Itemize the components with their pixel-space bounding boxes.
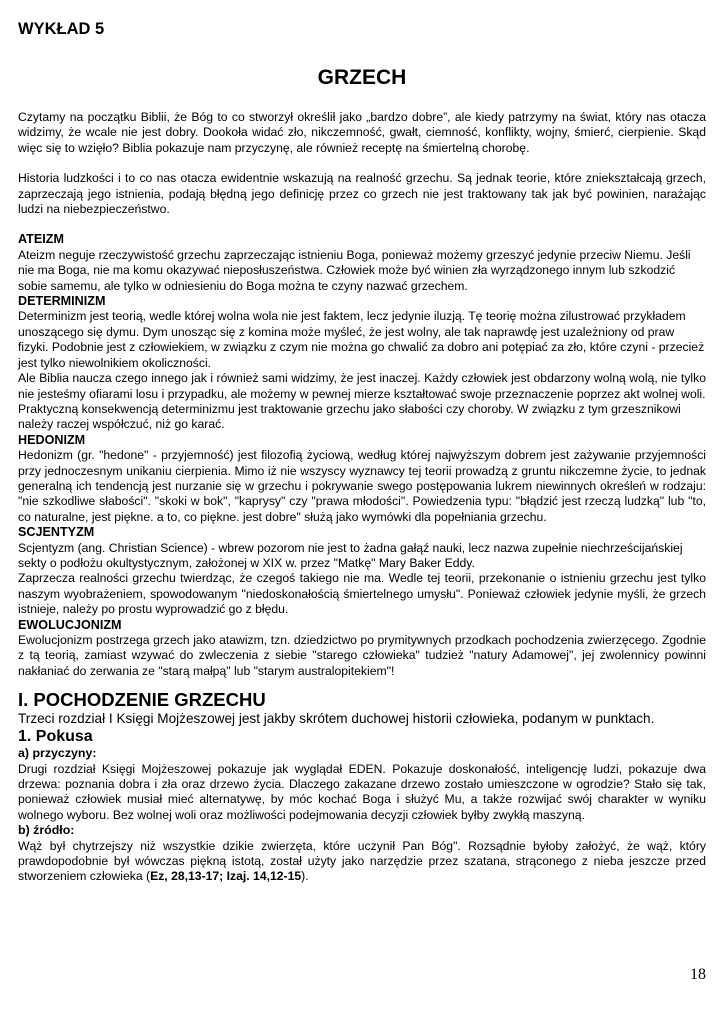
ewolucjonizm-text: Ewolucjonizm postrzega grzech jako atawizm, tzn. dziedzictwo po prymitywnych przodkach pochodzenia zwierzęcego. Zgodnie z tą teorią, zamiast wzywać do zwleczenia z siebie "starego człowieka" tudzież "natury Adamowej", jej zwolennicy powinni nakłaniać do zerwania ze "starą małpą" lub "starym australopitekiem"!: [18, 633, 706, 678]
determinizm-text-2: Ale Biblia naucza czego innego jak i również sami widzimy, że jest inaczej. Każdy człowiek jest obdarzony wolną wolą, nie tylko nie jesteśmy ofiarami losu i przypadku, ale możemy w pewnej mierze kształtować swoje przeznaczenie poprzez akt wolnej woli.: [18, 371, 706, 401]
part1-b-end: ).: [301, 869, 309, 884]
part1-heading: I. POCHODZENIE GRZECHU: [18, 689, 266, 711]
heading-ewolucjonizm: EWOLUCJONIZM: [18, 617, 122, 632]
scjentyzm-text-2: Zaprzecza realności grzechu twierdząc, że czegoś takiego nie ma. Wedle tej teorii, przekonanie o istnieniu grzechu jest tylko naszym wyobrażeniem, spowodowanym "niedoskonałością śmiertelnego umysłu". Ponieważ człowiek jedynie myśli, że grzech istnieje, należy po prostu wyprowadzić go z błędu.: [18, 571, 706, 617]
heading-scjentyzm: SCJENTYZM: [18, 525, 95, 540]
part1-b-label: b) źródło:: [18, 823, 75, 838]
part1-a-text: Drugi rozdział Księgi Mojżeszowej pokazuje jak wyglądał EDEN. Pokazuje doskonałość, inteligencję ludzi, pokazuje dwa drzewa: poznania dobra i zła oraz drzewo życia. Dlaczego zakazane drzewo zostało umieszczone w ogrodzie? Stało się tak, ponieważ człowiek musiał mieć alternatywę, by móc kochać Boga i służyć Mu, a także rozwijać swój charakter w wyniku wolnego wyboru. Bez wolnej woli oraz możliwości podejmowania decyzji człowiek byłby zwykłą maszyną.: [18, 761, 706, 822]
part1-lead: Trzeci rozdział I Księgi Mojżeszowej jest jakby skrótem duchowej historii człowieka, podanym w punktach.: [18, 711, 655, 727]
hedonizm-text: Hedonizm (gr. "hedone" - przyjemność) jest filozofią życiową, według której najwyższym dobrem jest zażywanie przyjemności przy jednoczesnym unikaniu cierpienia. Mimo iż nie wszyscy wyznawcy tej teorii prowadzą z gruntu nikczemne życie, to jednak generalną ich tendencją jest nurzanie się w grzechu i pokrywanie swego postępowania lukrem niewinnych określeń w rodzaju: "nie szkodliwe słabości". "skoki w bok", "kaprysy" czy "prawa młodości". Powiedzenia typu: "błądzić jest rzeczą ludzką" lub "to, co naturalne, jest piękne. a to, co piękne. jest dobre" służą jako wymówki dla popełniania grzechu.: [18, 448, 706, 524]
determinizm-text-1: Determinizm jest teorią, wedle której wolna wola nie jest faktem, lecz jedynie iluzją. Tę teorię można zilustrować przykładem unoszącego się dymu. Dym unosząc się z komina może myśleć, że jest wolny, ale tak naprawdę jest uzależniony od praw fizyki. Podobnie jest z człowiekiem, w związku z czym nie można go chwalić za dobro ani potępiać za zło, które czyni - przecież jest tylko niewolnikiem okoliczności.: [18, 309, 705, 370]
part1-b-reference: Ez, 28,13-17; Izaj. 14,12-15: [150, 869, 302, 884]
ateizm-text: Ateizm neguje rzeczywistość grzechu zaprzeczając istnieniu Boga, ponieważ możemy grzeszyć jedynie przeciw Niemu. Jeśli nie ma Boga, nie ma komu okazywać nieposłuszeństwa. Człowiek może być winien zła wyrządzonego innym lub szkodzić sobie samemu, ale tylko w odniesieniu do Boga można te czyny nazwać grzechem.: [18, 247, 691, 293]
part1-subheading: 1. Pokusa: [18, 728, 93, 746]
part1-b-text: Wąż był chytrzejszy niż wszystkie dzikie zwierzęta, które uczynił Pan Bóg". Rozsądnie byłoby założyć, że wąż, który prawdopodobnie był wówczas piękną istotą, został użyty jako narzędzie przez szatana, strąconego z nieba jeszcze przed stworzeniem człowieka (: [18, 838, 706, 884]
determinizm-text-3: Praktyczną konsekwencją determinizmu jest traktowanie grzechu jako słabości czy choroby. W związku z tym grzesznikowi należy raczej współczuć, niż go karać.: [18, 401, 681, 432]
intro-paragraph-2: Historia ludzkości i to co nas otacza ewidentnie wskazują na realność grzechu. Są jednak teorie, które zniekształcają grzech, zaprzeczają jego istnienia, podają błędną jego definicję przez co grzech nie jest traktowany tak jak być powinien, narażając ludzi na niebezpieczeństwo.: [18, 171, 706, 217]
document-page: [18, 20, 706, 885]
part1-b-paragraph: [18, 839, 706, 885]
page-number: 18: [690, 966, 706, 983]
part1-a-label: a) przyczyny:: [18, 746, 97, 761]
page-title: GRZECH: [317, 66, 407, 89]
lecture-label: WYKŁAD 5: [18, 20, 105, 38]
heading-determinizm: DETERMINIZM: [18, 294, 106, 309]
intro-paragraph-1: Czytamy na początku Biblii, że Bóg to co stworzył określił jako „bardzo dobre”, ale kiedy patrzymy na świat, który nas otacza widzimy, że wcale nie jest dobry. Dookoła widać zło, nikczemność, gwałt, ciemność, konflikty, wojny, śmierć, cierpienie. Skąd więc się to wzięło? Biblia pokazuje nam przyczynę, ale również receptę na śmiertelną chorobę.: [18, 110, 706, 155]
scjentyzm-text-1: Scjentyzm (ang. Christian Science) - wbrew pozorom nie jest to żadna gałąź nauki, lecz nazwa zupełnie niechrześcijańskiej sekty o podłożu okultystycznym, założonej w XIX w. przez "Matkę" Mary Baker Eddy.: [18, 540, 683, 570]
heading-hedonizm: HEDONIZM: [18, 432, 86, 447]
heading-ateizm: ATEIZM: [18, 232, 64, 247]
